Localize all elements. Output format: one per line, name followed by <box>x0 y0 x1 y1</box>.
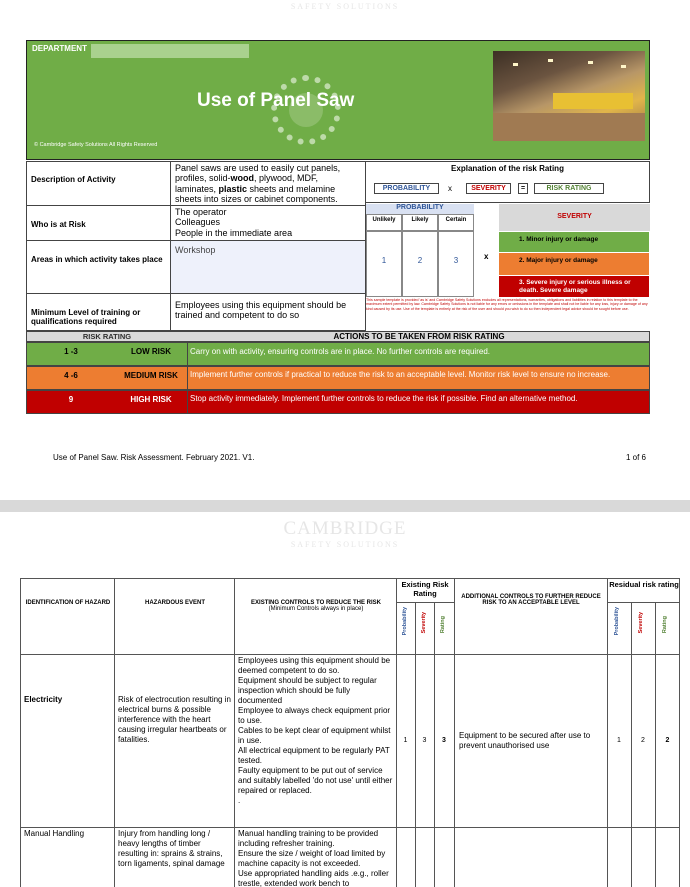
rating-row-medium: 4 -6 MEDIUM RISK Implement further controls if practical to reduce the risk to an acceptable level. Monitor risk level to ensure no increase. <box>26 366 650 390</box>
row2-event: Injury from handling long / heavy lengths of timber resulting in: sprains & strains, torn ligaments, spinal damage <box>118 829 225 868</box>
header-res-severity: Severity <box>638 612 644 634</box>
row1-res-probability: 1 <box>617 737 621 744</box>
footer-left: Use of Panel Saw. Risk Assessment. February 2021. V1. <box>53 453 255 462</box>
description-value: Panel saws are used to easily cut panels, profiles, solid-wood, plywood, MDF, laminates, plastic sheets and melamine sheets into sizes or cabinet components. <box>170 161 366 206</box>
header-ex-rating: Rating <box>440 616 446 634</box>
who-value: The operator Colleagues People in the immediate area <box>170 205 366 241</box>
row2-hazard: Manual Handling <box>24 829 85 838</box>
training-label: Minimum Level of training or qualifications required <box>26 293 171 331</box>
row1-res-severity: 2 <box>641 737 645 744</box>
severity-row-1: 1. Minor injury or damage <box>499 232 649 252</box>
copyright-text: © Cambridge Safety Solutions All Rights Reserved <box>34 142 158 148</box>
row1-hazard: Electricity <box>24 695 63 704</box>
risk-rating-chip: RISK RATING <box>534 183 604 194</box>
page-number: 1 of 6 <box>625 453 646 462</box>
watermark-top: SAFETY SOLUTIONS <box>290 2 400 11</box>
severity-row-3: 3. Severe injury or serious illness or death. Severe damage <box>499 276 649 297</box>
who-label: Who is at Risk <box>26 205 171 241</box>
header-residual: Residual risk rating <box>609 580 679 589</box>
title-banner <box>26 40 650 160</box>
header-controls: EXISTING CONTROLS TO REDUCE THE RISK (Minimum Controls always in place) <box>251 600 381 612</box>
header-res-probability: Probability <box>614 607 620 636</box>
department-label: DEPARTMENT <box>32 44 87 53</box>
row1-event: Risk of electrocution resulting in electrical burns & possible interference with the heart causing irregular heartbeats or fatalities. <box>118 695 231 744</box>
severity-chip: SEVERITY <box>466 183 511 194</box>
rating-row-low: 1 -3 LOW RISK Carry on with activity, ensuring controls are in place. No further controls are required. <box>26 342 650 366</box>
row1-ex-probability: 1 <box>403 737 408 744</box>
probability-header: PROBABILITY <box>366 204 474 214</box>
document-page-1: SAFETY SOLUTIONS DEPARTMENT Use of Panel Saw © Cambridge Safety Solutions All Rights Reserved Description of Activity Panel saws are used to easily cut panels, profiles, solid-wood, plywood, MDF, laminates, plastic sheets and melamine sheets into sizes or cabinet components. Who is at Risk The operator Colleagues People in the immediate area Areas in which activity takes place Workshop Minimum Level of training or qualifications required Employees using this equipment should be trained and competent to do so Explanation of the risk Rating PROBABILITY x SEVERITY = RISK RATING PROBABILITY Unlikely Likely Certain 1 2 3 x SEVERITY 1. Minor injury or damage 2. Major injury or damage 3. Severe injury or serious illness or death. Severe damage This sample template is provided 'as is' and Cambridge Safety Solutions excludes all representations, warranties, obligations and liabilities in relation to this template to the maximum extent permitted by law. Cambridge Safety Solutions is not liable for any errors or omissions in the template and shall not be liable for any loss, injury or damage of any kind caused by its use. Use of the template is entirely at the risk of the user and should you wish to do so then independent legal advice should be sought before use. RISK RATING ACTIONS TO BE TAKEN FROM RISK RATING 1 -3 LOW RISK Carry on with activity, ensuring controls are in place. No further controls are required. 4 -6 MEDIUM RISK Implement further controls if practical to reduce the risk to an acceptable level. Monitor risk level to ensure no increase. 9 HIGH RISK Stop activity immediately. Implement further controls to reduce the risk if possible. Find an alternative method. Use of Panel Saw. Risk Assessment. February 2021. V1. 1 of 6 <box>0 0 690 500</box>
ratings-header: RISK RATING ACTIONS TO BE TAKEN FROM RISK RATING <box>26 331 650 342</box>
probability-chip: PROBABILITY <box>374 183 439 194</box>
row1-res-rating: 2 <box>665 737 670 744</box>
header-res-rating: Rating <box>662 616 668 634</box>
header-additional: ADDITIONAL CONTROLS TO FURTHER REDUCE RISK TO AN ACCEPTABLE LEVEL <box>461 594 601 606</box>
risk-explanation-box: Explanation of the risk Rating PROBABILITY x SEVERITY = RISK RATING <box>365 161 650 203</box>
row1-additional: Equipment to be secured after use to prevent unauthorised use <box>459 731 591 750</box>
department-field[interactable] <box>91 44 249 58</box>
risk-explanation-title: Explanation of the risk Rating <box>451 164 564 173</box>
watermark-logo: CAMBRIDGE SAFETY SOLUTIONS <box>283 518 407 549</box>
page-title: Use of Panel Saw <box>197 90 355 111</box>
header-ex-probability: Probability <box>402 607 408 636</box>
disclaimer-text: This sample template is provided 'as is' and Cambridge Safety Solutions excludes all representations, warranties, obligations and liabilities in relation to this template to the maximum extent permitted by law. Cambridge Safety Solutions is not liable for any errors or omissions in the template and shall not be liable for any loss, injury or damage of any kind caused by its use. Use of the template is entirely at the risk of the user and should you wish to do so then independent legal advice should be sought before use. <box>366 298 648 311</box>
training-value: Employees using this equipment should be trained and competent to do so <box>170 293 366 331</box>
document-page-2 <box>0 512 690 887</box>
severity-header: SEVERITY <box>499 204 650 231</box>
probability-columns: Unlikely Likely Certain <box>366 214 474 231</box>
workshop-photo <box>493 51 645 141</box>
row2-controls: Manual handling training to be provided including refresher training. Ensure the size / weight of load limited by machine capacity is not exceeded. Use appropriated handling aids .e.g., roller trestle, extended work bench to <box>238 829 389 887</box>
severity-row-2: 2. Major injury or damage <box>499 253 649 275</box>
header-existing: Existing Risk Rating <box>401 580 449 598</box>
areas-value: Workshop <box>170 240 366 294</box>
areas-label: Areas in which activity takes place <box>26 240 171 294</box>
row1-ex-rating: 3 <box>442 737 446 744</box>
header-hazard: IDENTIFICATION OF HAZARD <box>25 600 111 606</box>
header-ex-severity: Severity <box>421 612 427 634</box>
description-label: Description of Activity <box>26 161 171 206</box>
row1-controls: Employees using this equipment should be deemed competent to do so. Equipment should be subject to regular inspection which should be fully documented Employee to always check equipment prior to use. Cables to be kept clear of equipment whilst in use. All electrical equipment to be regularly PAT tested. Faulty equipment to be put out of service and suitably labelled 'do not use' until either repaired or replaced. . <box>238 656 393 805</box>
probability-values: 1 2 3 <box>366 231 474 297</box>
header-event: HAZARDOUS EVENT <box>144 600 205 606</box>
row1-ex-severity: 3 <box>422 737 427 744</box>
rating-row-high: 9 HIGH RISK Stop activity immediately. Implement further controls to reduce the risk if possible. Find an alternative method. <box>26 390 650 414</box>
